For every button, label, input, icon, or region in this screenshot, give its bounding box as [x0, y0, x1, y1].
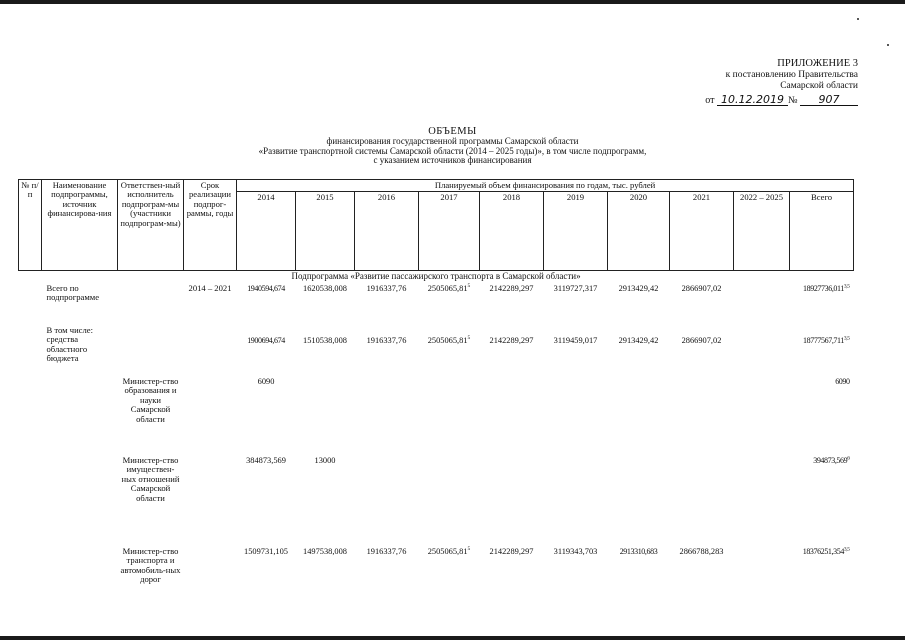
footnote-mark: 5: [467, 335, 471, 342]
cell-2019: 3119459,017: [553, 336, 598, 345]
cell-2017: [419, 376, 480, 455]
header-period: Срок реализации подпрог-раммы, годы: [184, 180, 237, 271]
row-executor: [118, 283, 184, 325]
scan-edge-top: [0, 0, 905, 4]
cell-2015: 13000: [314, 456, 336, 465]
cell-2022-2025: [734, 325, 790, 376]
cell-2014: 1940594,674: [247, 284, 285, 293]
scan-speck: [887, 44, 889, 46]
title-line: «Развитие транспортной системы Самарской области (2014 – 2025 годы)», в том числе подпрограмм,: [258, 145, 647, 156]
cell-total: [790, 376, 854, 455]
footnote-mark: 5: [467, 283, 471, 290]
table-row: [19, 376, 854, 455]
cell-total: [790, 283, 854, 325]
header-executor: Ответствен-ный исполнитель подпрограм-мы (участники подпрограм-мы): [118, 180, 184, 271]
cell-2019: [544, 376, 608, 455]
number-prefix: №: [787, 95, 798, 106]
cell-2019: 3119727,317: [553, 284, 598, 293]
header-year: 2022 – 2025: [734, 192, 790, 271]
annex-line: Самарской области: [780, 81, 858, 91]
row-period: [184, 325, 237, 376]
cell-2018: [480, 455, 544, 546]
cell-total: [790, 325, 854, 376]
table-row: [19, 546, 854, 606]
scan-speck: [857, 18, 859, 20]
cell-2014: 1509731,105: [244, 547, 288, 556]
cell-2020: [608, 455, 670, 546]
footnote-mark: 6: [847, 455, 850, 462]
cell-2015: 1620538,008: [303, 284, 347, 293]
table-row: [19, 325, 854, 376]
cell-value: 18777567,711: [803, 336, 844, 345]
cell-2016: 1916337,76: [366, 336, 407, 345]
annex-line: к постановлению Правительства: [725, 70, 858, 80]
header-year: 2015: [296, 192, 355, 271]
cell-2021: 2866907,02: [681, 336, 722, 345]
cell-value: 6090: [835, 377, 850, 386]
header-planned: Планируемый объем финансирования по годам, тыс. рублей: [237, 180, 854, 192]
cell-2022-2025: [734, 455, 790, 546]
cell-2021: 2866788,283: [679, 547, 724, 556]
cell-2020: 2913429,42: [618, 336, 659, 345]
header-name: Наименование подпрограммы, источник финансирова-ния: [42, 180, 118, 271]
cell-2022-2025: [734, 283, 790, 325]
subprogram-row: [19, 271, 854, 284]
header-year: 2016: [355, 192, 419, 271]
cell-total: [790, 455, 854, 546]
title-line: с указанием источников финансирования: [373, 155, 532, 166]
row-executor: [118, 325, 184, 376]
row-period: [184, 376, 237, 455]
subprogram-title: Подпрограмма «Развитие пассажирского транспорта в Самарской области»: [291, 271, 581, 281]
header-num: № п/п: [19, 180, 42, 271]
header-total: Всего: [790, 192, 854, 271]
cell-2021: 2866907,02: [681, 284, 722, 293]
cell-2016: [355, 455, 419, 546]
annex-block: [705, 58, 858, 106]
cell-2014: 1900694,674: [247, 336, 285, 345]
cell-2017: [419, 283, 480, 325]
footnote-mark: 3,5: [843, 335, 850, 342]
header-year: 2017: [419, 192, 480, 271]
cell-2018: [480, 376, 544, 455]
footnote-mark: 3,5: [843, 546, 850, 553]
row-name: Всего по подпрограмме: [46, 283, 100, 303]
cell-value: 2505065,81: [427, 336, 468, 345]
row-period: [184, 546, 237, 606]
cell-total: [790, 546, 854, 606]
cell-2015: [296, 376, 355, 455]
row-executor: Министер-ство транспорта и автомобиль-ных дорог: [120, 546, 181, 585]
cell-2021: [670, 455, 734, 546]
header-year: 2018: [480, 192, 544, 271]
cell-2015: 1497538,008: [303, 547, 347, 556]
cell-value: 2505065,81: [427, 547, 468, 556]
cell-2018: 2142289,297: [489, 547, 534, 556]
date-handwritten: 10.12.2019: [717, 94, 788, 106]
cell-2017: [419, 546, 480, 606]
cell-value: 2505065,81: [427, 284, 468, 293]
row-name: [42, 455, 118, 546]
cell-2021: [670, 376, 734, 455]
cell-value: 394873,569: [813, 456, 848, 465]
cell-2016: 1916337,76: [366, 284, 407, 293]
cell-2020: 2913429,42: [618, 284, 659, 293]
date-prefix: от: [705, 95, 715, 106]
cell-2016: 1916337,76: [366, 547, 407, 556]
header-year: 2020: [608, 192, 670, 271]
title-line: финансирования государственной программы Самарской области: [326, 136, 579, 146]
cell-2019: 3119343,703: [553, 547, 598, 556]
cell-2018: 2142289,297: [489, 284, 534, 293]
row-name: [42, 546, 118, 606]
annex-title: ПРИЛОЖЕНИЕ 3: [777, 58, 858, 69]
header-year: 2019: [544, 192, 608, 271]
row-executor: Министер-ство образования и науки Самарской области: [122, 376, 179, 424]
footnote-mark: 5: [467, 546, 471, 553]
cell-2017: [419, 455, 480, 546]
cell-2018: 2142289,297: [489, 336, 534, 345]
cell-2016: [355, 376, 419, 455]
row-name: В том числе: средства областного бюджета: [46, 325, 93, 364]
cell-value: 18927736,011: [803, 284, 844, 293]
cell-2014: 6090: [257, 377, 275, 386]
cell-2020: 2913310,683: [619, 547, 658, 556]
table-row: [19, 455, 854, 546]
row-executor: Министер-ство имуществен-ных отношений Самарской области: [121, 455, 180, 503]
cell-2020: [608, 376, 670, 455]
title-main: ОБЪЕМЫ: [428, 126, 477, 137]
financing-table: [18, 179, 854, 606]
row-period: [184, 455, 237, 546]
header-year: 2014: [237, 192, 296, 271]
footnote-mark: 3,5: [843, 283, 850, 290]
row-period: 2014 – 2021: [188, 283, 232, 293]
cell-2022-2025: [734, 376, 790, 455]
row-name: [42, 376, 118, 455]
annex-dateline: [705, 94, 858, 106]
cell-2014: 384873,569: [246, 456, 286, 465]
cell-2022-2025: [734, 546, 790, 606]
cell-2015: 1510538,008: [303, 336, 347, 345]
scan-edge-bottom: [0, 636, 905, 640]
cell-value: 18376251,354: [802, 547, 844, 556]
number-handwritten: 907: [800, 94, 858, 106]
table-row: [19, 283, 854, 325]
document-title: [0, 126, 905, 166]
cell-2019: [544, 455, 608, 546]
cell-2017: [419, 325, 480, 376]
header-year: 2021: [670, 192, 734, 271]
